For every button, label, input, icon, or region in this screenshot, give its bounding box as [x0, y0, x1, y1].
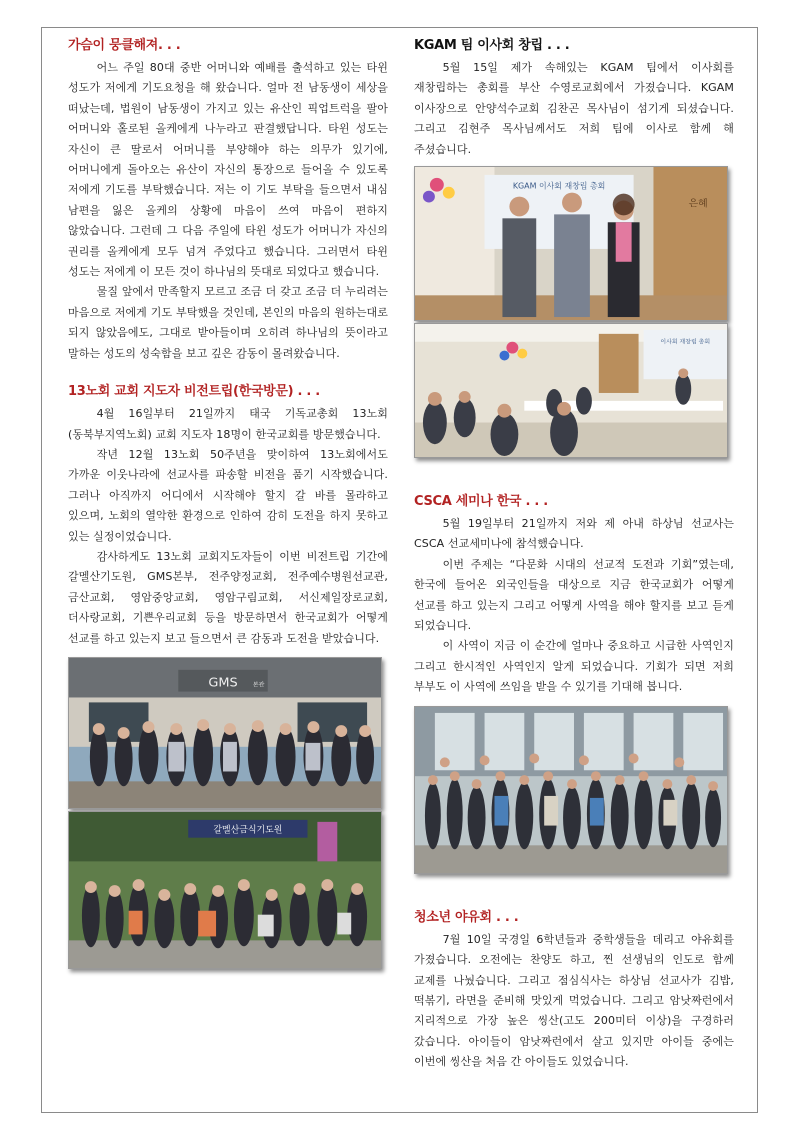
wall-calligraphy: 은혜 [688, 198, 708, 210]
right-column [414, 36, 734, 1073]
paragraph: 이 사역이 지금 이 순간에 얼마나 중요하고 시급한 사역인지 그리고 한시적인 사역인지 알게 되었습니다. 기회가 되면 저희 부부도 이 사역에 쓰임을 받을 수 있기를 기대해 봅니다. [414, 639, 734, 694]
gms-sign-subtext: 본관 [252, 681, 265, 689]
paragraph: 작년 12월 13노회 50주년을 맞이하여 13노회에서도 가까운 이웃나라에 선교사를 파송할 비전을 품기 시작했습니다. 그러나 아직까지 어디에서 시작해야 할지 갈 바를 몰라하고 있으며, 노회의 열악한 환경으로 인하여 감히 도전을 하지 못하고 있는 실정이었습니다. [68, 447, 388, 543]
paragraph: 물질 앞에서 만족할지 모르고 조금 더 갖고 조금 더 누리려는 마음으로 저에게 기도 부탁했을 것인데, 본인의 마음의 원하는대로 되지 않았음에도, 그대로 받아들이며 오히려 하나님의 뜻이라고 말하는 성도의 성숙함을 보고 깊은 감동이 몰려왔습니다. [68, 285, 388, 360]
meeting-banner-text: 이사회 재창립 총회 [660, 338, 711, 346]
section-title-kgam: KGAM 팀 이사회 창립 . . . [414, 38, 570, 53]
photo-kgam-meeting [414, 323, 728, 458]
gms-sign-text: GMS [208, 675, 238, 691]
paragraph: 이번 주제는 “다문화 시대의 선교적 도전과 기회”였는데, 한국에 들어온 외국인들을 대상으로 지금 한국교회가 어떻게 선교를 하고 있는지 그리고 어떻게 사역을 해야 할지를 보고 듣게 되었습니다. [414, 557, 734, 633]
paragraph: 5월 19일부터 21일까지 저와 제 아내 하상님 선교사는 CSCA 선교세미나에 참석했습니다. [414, 517, 734, 551]
prayer-sign-text: 갈멜산금식기도원 [213, 825, 283, 836]
section-title-touched: 가슴이 뭉클해져. . . [68, 38, 181, 53]
photo-prayer-mountain-group [68, 811, 382, 969]
paragraph: 7월 10일 국경일 6학년들과 중학생들을 데리고 야유회를 가졌습니다. 오전에는 찬양도 하고, 찐 선생님의 인도로 함께 교제를 나눴습니다. 그리고 점심식사는 하상님 선교사가 김밥, 떡볶기, 라면을 준비해 맛있게 먹었습니다. 그리고 암낫짜런에서 지리적으로 가장 높은 씽산(고도 200미터 이상)을 구경하러 갔습니다. 아이들이 암낫짜런에서 살고 있지만 아이들 중에는 이번에 씽산을 처음 간 아이들도 있었습니다. [414, 932, 734, 1069]
kgam-banner-text: KGAM 이사회 재창립 총회 [512, 181, 606, 191]
photo-kgam-three-people [414, 166, 728, 321]
photo-csca-group [414, 706, 728, 874]
photo-gms-group [68, 657, 382, 809]
paragraph: 어느 주일 80대 중반 어머니와 예배를 출석하고 있는 타윈 성도가 저에게 기도요청을 해 왔습니다. 얼마 전 남동생이 세상을 떠났는데, 법원이 남동생이 가지고 있는 유산인 픽업트럭을 팔아 어머니와 홀로된 올케에게 나누라고 판결했답니다. 타윈 성도는 자신이 큰 딸로서 어머니를 부양해야 하는 의무가 있기에, 어머니에게 돌아오는 유산이 자신의 통장으로 들어올 수 있도록 저에게 기도를 부탁했습니다. 저는 이 기도 부탁을 들으면서 내심 남편을 잃은 올케의 상황에 마음이 쓰여 마음이 편하지 않았습니다. 그런데 그 다음 주일에 타윈 성도가 어머니가 자신의 권리를 올케에게 모두 넘겨 주었다고 했습니다. 그러면서 타윈 성도는 저에게 이 모든 것이 하나님의 뜻대로 되었다고 했습니다. [68, 61, 388, 279]
left-column [68, 36, 388, 969]
section-title-youth-picnic: 청소년 야유회 . . . [414, 909, 519, 925]
paragraph: 4월 16일부터 21일까지 태국 기독교총회 13노회(동북부지역노회) 교회 지도자 18명이 한국교회를 방문했습니다. [68, 407, 388, 441]
section-title-vision-trip: 13노회 교회 지도자 비전트립(한국방문) . . . [68, 384, 320, 400]
section-title-csca: CSCA 세미나 한국 . . . [414, 494, 548, 510]
paragraph: 5월 15일 제가 속해있는 KGAM 팀에서 이사회를 재창립하는 총회를 부산 수영로교회에서 가졌습니다. KGAM 이사장으로 안양석수교회 김찬곤 목사님이 섬기게 되셨습니다. 그리고 김현주 목사님께서도 저희 팀에 이사로 함께 해 주셨습니다. [414, 61, 734, 156]
paragraph: 감사하게도 13노회 교회지도자들이 이번 비전트립 기간에 갈멜산기도원, GMS본부, 전주양정교회, 전주예수병원선교관, 금산교회, 영암중앙교회, 영암구림교회, 서신제일장로교회, 더사랑교회, 기쁜우리교회 등을 방문하면서 한국교회가 어떻게 선교를 하고 있는지 보고 들으면서 큰 감동과 도전을 받았습니다. [68, 549, 388, 645]
